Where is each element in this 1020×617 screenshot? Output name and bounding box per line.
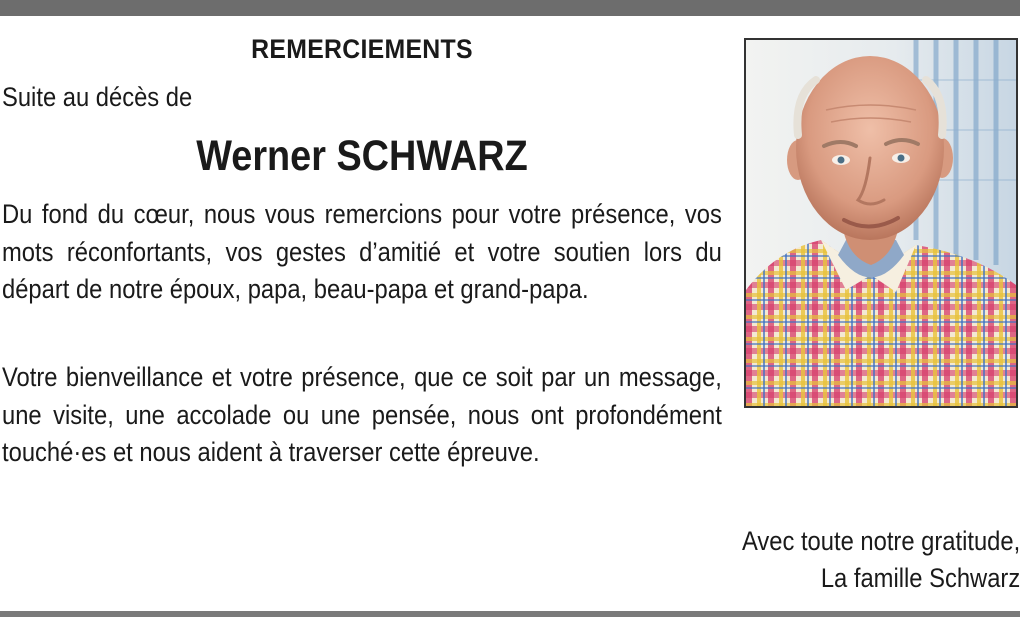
portrait-photo (744, 38, 1018, 408)
family-signature: La famille Schwarz (820, 563, 1020, 593)
top-rule (0, 0, 1020, 16)
signature-block (742, 523, 1020, 597)
closing-line: Avec toute notre gratitude, (741, 526, 1020, 556)
thanks-paragraph: Du fond du cœur, nous vous remercions pour votre présence, vos mots réconfortants, vos gestes d’amitié et votre soutien lors du départ de notre époux, papa, beau-papa et grand-papa. (2, 199, 722, 304)
notice-heading: REMERCIEMENTS (251, 34, 473, 64)
bottom-rule (0, 611, 1020, 617)
deceased-name: Werner SCHWARZ (196, 132, 528, 180)
support-paragraph: Votre bienveillance et votre présence, que ce soit par un message, une visite, une accolade ou une pensée, nous ont profondément touché·es et nous aident à traverser cette épreuve. (2, 362, 722, 467)
intro-line: Suite au décès de (2, 82, 193, 112)
